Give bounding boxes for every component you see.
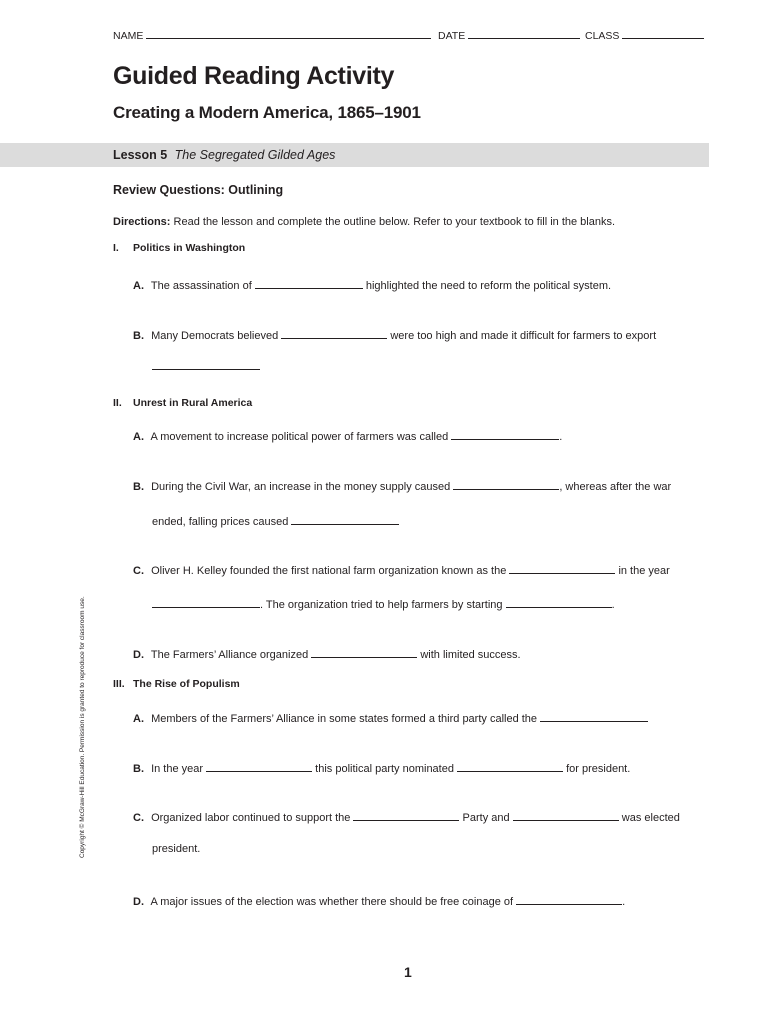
outline-heading-text: Politics in Washington — [133, 242, 246, 254]
item-text: was elected — [621, 812, 680, 824]
outline-heading-text: The Rise of Populism — [133, 678, 240, 690]
item-letter: B. — [133, 330, 144, 342]
outline-item-ii-d — [133, 645, 521, 661]
item-text: in the year — [618, 565, 670, 577]
roman-numeral: III. — [113, 678, 125, 690]
class-blank[interactable] — [622, 26, 704, 39]
item-text: president. — [152, 843, 201, 855]
answer-blank[interactable] — [453, 477, 559, 490]
lesson-band — [0, 143, 709, 167]
outline-item-iii-c — [133, 808, 680, 824]
answer-blank[interactable] — [311, 645, 417, 658]
item-letter: C. — [133, 565, 144, 577]
item-text: Oliver H. Kelley founded the first national farm organization known as the — [151, 565, 507, 577]
item-letter: D. — [133, 896, 144, 908]
page-subtitle: Creating a Modern America, 1865–1901 — [113, 103, 421, 122]
class-label: CLASS — [585, 30, 620, 42]
lesson-label: Lesson 5 — [113, 148, 168, 162]
copyright-notice: Copyright © McGraw-Hill Education. Permission is granted to reproduce for classroom use. — [79, 596, 86, 858]
answer-blank[interactable] — [152, 595, 260, 608]
answer-blank[interactable] — [509, 561, 615, 574]
item-text: Members of the Farmers’ Alliance in some states formed a third party called the — [151, 713, 538, 725]
outline-item-iii-d — [133, 892, 625, 908]
outline-heading-iii — [113, 678, 240, 690]
item-text: The assassination of — [150, 280, 252, 292]
answer-blank[interactable] — [353, 808, 459, 821]
item-text: with limited success. — [420, 649, 521, 661]
answer-blank[interactable] — [451, 427, 559, 440]
item-text: A major issues of the election was whether there should be free coinage of — [150, 896, 514, 908]
outline-heading-text: Unrest in Rural America — [133, 397, 253, 409]
item-letter: A. — [133, 431, 144, 443]
outline-item-i-a — [133, 276, 611, 292]
outline-item-ii-c-cont — [152, 595, 615, 611]
item-letter: D. — [133, 649, 144, 661]
outline-item-i-b — [133, 326, 656, 342]
answer-blank[interactable] — [255, 276, 363, 289]
outline-item-iii-b — [133, 759, 630, 775]
item-text: , whereas after the war — [559, 481, 672, 493]
item-text: for president. — [566, 763, 631, 775]
item-letter: B. — [133, 481, 144, 493]
item-text: Organized labor continued to support the — [151, 812, 351, 824]
item-letter: B. — [133, 763, 144, 775]
directions-text: Read the lesson and complete the outline below. Refer to your textbook to fill in the blanks. — [173, 216, 616, 228]
answer-blank[interactable] — [152, 357, 260, 370]
date-field — [438, 26, 580, 42]
date-blank[interactable] — [468, 26, 580, 39]
answer-blank[interactable] — [540, 709, 648, 722]
page-number: 1 — [404, 964, 412, 980]
lesson-heading — [113, 148, 335, 162]
answer-blank[interactable] — [516, 892, 622, 905]
directions-label: Directions: — [113, 216, 171, 228]
lesson-name: The Segregated Gilded Ages — [174, 148, 336, 162]
directions — [113, 216, 615, 228]
item-text: . — [622, 896, 626, 908]
item-text: . — [611, 599, 615, 611]
answer-blank[interactable] — [281, 326, 387, 339]
roman-numeral: I. — [113, 242, 119, 254]
item-text: Party and — [462, 812, 510, 824]
section-heading: Review Questions: Outlining — [113, 183, 284, 197]
outline-item-ii-b — [133, 477, 671, 493]
answer-blank[interactable] — [291, 512, 399, 525]
answer-blank[interactable] — [206, 759, 312, 772]
outline-item-ii-c — [133, 561, 670, 577]
outline-item-iii-a — [133, 709, 648, 725]
name-field — [113, 26, 431, 42]
item-letter: A. — [133, 713, 144, 725]
item-letter: A. — [133, 280, 144, 292]
outline-item-ii-a — [133, 427, 562, 443]
item-text: In the year — [151, 763, 204, 775]
outline-item-i-b-cont — [152, 357, 260, 373]
item-text: were too high and made it difficult for farmers to export — [390, 330, 657, 342]
item-text: The Farmers’ Alliance organized — [150, 649, 309, 661]
item-text: . — [559, 431, 563, 443]
answer-blank[interactable] — [506, 595, 612, 608]
class-field — [585, 26, 704, 42]
date-label: DATE — [438, 30, 466, 42]
outline-item-ii-b-cont — [152, 512, 399, 528]
answer-blank[interactable] — [513, 808, 619, 821]
outline-heading-i — [113, 242, 245, 254]
outline-heading-ii — [113, 397, 252, 409]
item-text: highlighted the need to reform the political system. — [365, 280, 612, 292]
roman-numeral: II. — [113, 397, 122, 409]
name-blank[interactable] — [146, 26, 431, 39]
item-text: this political party nominated — [315, 763, 454, 775]
outline-item-iii-c-cont — [152, 843, 200, 855]
item-text: Many Democrats believed — [151, 330, 279, 342]
answer-blank[interactable] — [457, 759, 563, 772]
item-text: During the Civil War, an increase in the money supply caused — [151, 481, 451, 493]
item-text: A movement to increase political power of farmers was called — [150, 431, 449, 443]
item-text: . The organization tried to help farmers by starting — [260, 599, 503, 611]
item-letter: C. — [133, 812, 144, 824]
item-text: ended, falling prices caused — [152, 516, 289, 528]
page-title: Guided Reading Activity — [113, 62, 395, 90]
name-label: NAME — [113, 30, 144, 42]
